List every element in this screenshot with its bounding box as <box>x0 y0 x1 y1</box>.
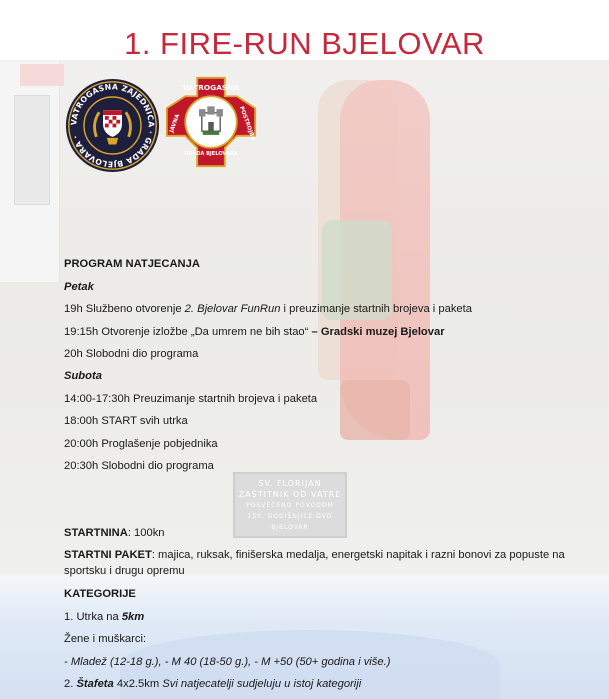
day-friday: Petak <box>64 281 94 293</box>
plaque-line: POSVEĆENO POVODOM <box>246 502 334 509</box>
schedule-item: 20:00h Proglašenje pobjednika <box>64 438 218 450</box>
svg-text:VATROGASNA: VATROGASNA <box>182 82 240 92</box>
day-saturday: Subota <box>64 370 102 382</box>
plaque-line: 150. GODIŠNJICE DVD <box>247 513 333 520</box>
category-race-2: 2. Štafeta 4x2.5km Svi natjecatelji sudjeluju u istoj kategoriji <box>64 678 362 690</box>
statue-boots <box>340 380 410 440</box>
schedule-item: 20:30h Slobodni dio programa <box>64 460 214 472</box>
building-window <box>14 95 50 205</box>
schedule-item: 14:00-17:30h Preuzimanje startnih brojeva i paketa <box>64 393 318 405</box>
start-packet: STARTNI PAKET: majica, ruksak, finišerska medalja, energetski napitak i razni bonovi za popuste na <box>64 549 565 561</box>
entry-fee: STARTNINA: 100kn <box>64 527 165 539</box>
building-wall-accent <box>20 64 64 86</box>
svg-text:JAVNA: JAVNA <box>169 113 182 134</box>
svg-text:GRADA BJELOVARA: GRADA BJELOVARA <box>184 151 238 158</box>
plaque-line: ZAŠTITNIK OD VATRE <box>238 490 342 499</box>
svg-text:VATROGASNA ZAJEDNICA · GRADA B: VATROGASNA ZAJEDNICA · GRADA BJELOVARA · <box>69 82 156 169</box>
start-packet-continued: sportsku i drugu opremu <box>64 565 185 577</box>
program-heading: PROGRAM NATJECANJA <box>64 258 200 270</box>
schedule-item: 18:00h START svih utrka <box>64 415 188 427</box>
stone-plaque <box>233 472 347 538</box>
schedule-item: 19:15h Otvorenje izložbe „Da umrem ne bih stao“ – Gradski muzej Bjelovar <box>64 326 445 338</box>
page-title: 1. FIRE-RUN BJELOVAR <box>124 26 485 61</box>
vatrogasna-zajednica-logo <box>65 78 160 173</box>
categories-heading: KATEGORIJE <box>64 588 136 600</box>
schedule-item: 20h Slobodni dio programa <box>64 348 199 360</box>
plaque-line: BJELOVAR <box>271 524 309 531</box>
category-ages: - Mladež (12-18 g.), - M 40 (18-50 g.), - M +50 (50+ godina i više.) <box>64 656 391 668</box>
svg-text:POSTROJBA: POSTROJBA <box>237 105 256 142</box>
jvp-bjelovar-logo <box>165 76 257 168</box>
schedule-item: 19h Službeno otvorenje 2. Bjelovar FunRun i preuzimanje startnih brojeva i paketa <box>64 303 472 315</box>
plaque-line: SV. FLORIJAN <box>258 479 322 488</box>
category-race-1: 1. Utrka na 5km <box>64 611 145 623</box>
category-group: Žene i muškarci: <box>64 633 147 645</box>
